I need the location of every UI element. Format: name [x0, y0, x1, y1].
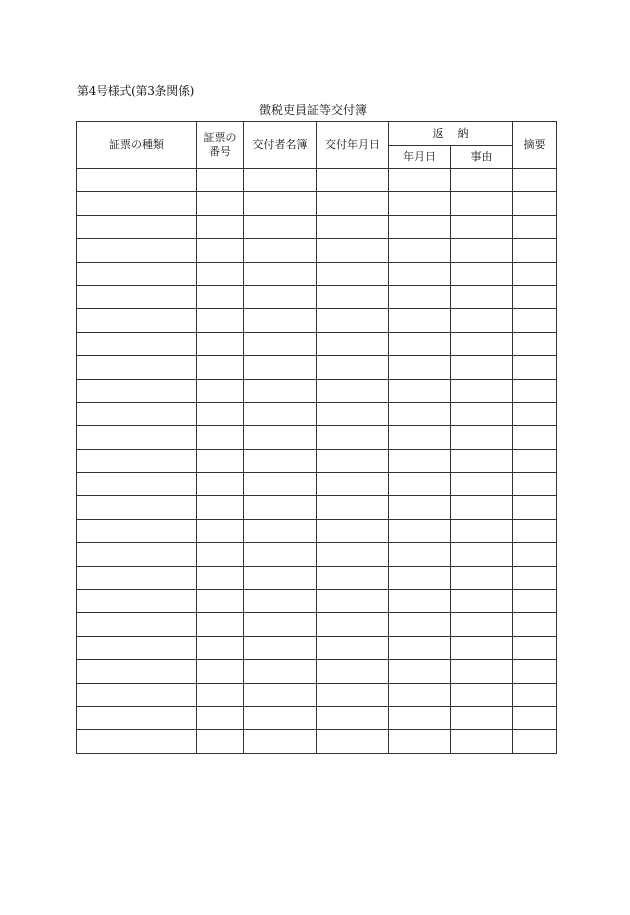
header-return-reason: 事由: [451, 146, 513, 169]
header-return-label: 返納: [432, 126, 483, 140]
cell-remarks: [513, 519, 557, 542]
cell-return-reason: [451, 262, 513, 285]
cell-recipient: [244, 660, 317, 683]
cell-remarks: [513, 543, 557, 566]
cell-return-reason: [451, 332, 513, 355]
cell-certificate-number: [197, 239, 244, 262]
cell-remarks: [513, 239, 557, 262]
table-row: [77, 356, 557, 379]
cell-certificate-type: [77, 706, 197, 729]
cell-return-reason: [451, 215, 513, 238]
cell-remarks: [513, 309, 557, 332]
cell-issue-date: [317, 309, 389, 332]
cell-certificate-number: [197, 379, 244, 402]
cell-recipient: [244, 402, 317, 425]
cell-issue-date: [317, 356, 389, 379]
cell-remarks: [513, 683, 557, 706]
cell-return-reason: [451, 426, 513, 449]
table-row: [77, 379, 557, 402]
cell-certificate-number: [197, 332, 244, 355]
cell-return-reason: [451, 660, 513, 683]
cell-remarks: [513, 706, 557, 729]
cell-certificate-number: [197, 426, 244, 449]
cell-return-date: [389, 566, 451, 589]
cell-issue-date: [317, 730, 389, 753]
cell-issue-date: [317, 215, 389, 238]
cell-recipient: [244, 309, 317, 332]
cell-return-date: [389, 192, 451, 215]
table-row: [77, 262, 557, 285]
cell-certificate-number: [197, 356, 244, 379]
cell-recipient: [244, 169, 317, 192]
issuance-ledger-table: [76, 121, 557, 754]
cell-return-reason: [451, 192, 513, 215]
cell-recipient: [244, 285, 317, 308]
cell-return-date: [389, 449, 451, 472]
cell-certificate-number: [197, 519, 244, 542]
cell-certificate-number: [197, 543, 244, 566]
cell-recipient: [244, 566, 317, 589]
cell-recipient: [244, 590, 317, 613]
cell-return-date: [389, 543, 451, 566]
cell-issue-date: [317, 613, 389, 636]
cell-issue-date: [317, 192, 389, 215]
cell-return-date: [389, 309, 451, 332]
cell-issue-date: [317, 332, 389, 355]
cell-issue-date: [317, 262, 389, 285]
table-row: [77, 309, 557, 332]
cell-return-date: [389, 262, 451, 285]
form-title: 徴税吏員証等交付簿: [258, 103, 367, 117]
table-row: [77, 215, 557, 238]
header-recipient-register: 交付者名簿: [244, 122, 317, 169]
cell-issue-date: [317, 496, 389, 519]
cell-return-date: [389, 379, 451, 402]
header-remarks: 摘要: [513, 122, 557, 169]
cell-remarks: [513, 566, 557, 589]
cell-certificate-number: [197, 402, 244, 425]
cell-certificate-number: [197, 706, 244, 729]
cell-return-reason: [451, 636, 513, 659]
cell-return-date: [389, 239, 451, 262]
cell-return-reason: [451, 613, 513, 636]
cell-return-reason: [451, 379, 513, 402]
cell-certificate-number: [197, 730, 244, 753]
cell-certificate-type: [77, 192, 197, 215]
cell-recipient: [244, 379, 317, 402]
cell-certificate-type: [77, 332, 197, 355]
cell-certificate-type: [77, 496, 197, 519]
cell-certificate-type: [77, 215, 197, 238]
cell-return-date: [389, 496, 451, 519]
table-row: [77, 683, 557, 706]
cell-recipient: [244, 473, 317, 496]
cell-issue-date: [317, 402, 389, 425]
cell-remarks: [513, 356, 557, 379]
table-row: [77, 519, 557, 542]
table-row: [77, 426, 557, 449]
cell-certificate-type: [77, 262, 197, 285]
cell-certificate-number: [197, 496, 244, 519]
cell-certificate-number: [197, 660, 244, 683]
cell-return-reason: [451, 496, 513, 519]
cell-return-reason: [451, 543, 513, 566]
cell-recipient: [244, 636, 317, 659]
table-row: [77, 706, 557, 729]
cell-recipient: [244, 356, 317, 379]
table-row: [77, 543, 557, 566]
table-row: [77, 402, 557, 425]
cell-certificate-type: [77, 636, 197, 659]
cell-return-reason: [451, 169, 513, 192]
cell-certificate-type: [77, 473, 197, 496]
cell-return-reason: [451, 473, 513, 496]
cell-return-date: [389, 215, 451, 238]
table-row: [77, 730, 557, 753]
header-return: [389, 122, 513, 146]
cell-return-date: [389, 683, 451, 706]
cell-remarks: [513, 660, 557, 683]
cell-remarks: [513, 215, 557, 238]
cell-recipient: [244, 262, 317, 285]
cell-certificate-number: [197, 285, 244, 308]
cell-certificate-number: [197, 566, 244, 589]
header-issue-date: 交付年月日: [317, 122, 389, 169]
cell-certificate-type: [77, 683, 197, 706]
table-row: [77, 590, 557, 613]
cell-return-date: [389, 426, 451, 449]
cell-remarks: [513, 426, 557, 449]
cell-remarks: [513, 169, 557, 192]
cell-return-reason: [451, 309, 513, 332]
cell-return-reason: [451, 730, 513, 753]
cell-return-date: [389, 730, 451, 753]
cell-certificate-type: [77, 285, 197, 308]
cell-return-date: [389, 706, 451, 729]
table-row: [77, 332, 557, 355]
cell-recipient: [244, 730, 317, 753]
cell-recipient: [244, 215, 317, 238]
cell-return-date: [389, 519, 451, 542]
cell-certificate-type: [77, 590, 197, 613]
cell-certificate-number: [197, 449, 244, 472]
cell-issue-date: [317, 285, 389, 308]
cell-return-date: [389, 473, 451, 496]
cell-recipient: [244, 496, 317, 519]
cell-certificate-type: [77, 426, 197, 449]
cell-remarks: [513, 192, 557, 215]
cell-recipient: [244, 426, 317, 449]
cell-certificate-type: [77, 519, 197, 542]
cell-return-reason: [451, 356, 513, 379]
cell-recipient: [244, 519, 317, 542]
cell-issue-date: [317, 169, 389, 192]
table-row: [77, 239, 557, 262]
cell-return-date: [389, 636, 451, 659]
cell-issue-date: [317, 706, 389, 729]
cell-return-reason: [451, 566, 513, 589]
cell-certificate-type: [77, 660, 197, 683]
cell-remarks: [513, 496, 557, 519]
cell-remarks: [513, 449, 557, 472]
cell-return-date: [389, 613, 451, 636]
cell-certificate-number: [197, 683, 244, 706]
table-body: [77, 169, 557, 754]
cell-issue-date: [317, 636, 389, 659]
cell-certificate-number: [197, 169, 244, 192]
cell-return-reason: [451, 285, 513, 308]
cell-certificate-number: [197, 636, 244, 659]
cell-remarks: [513, 285, 557, 308]
cell-recipient: [244, 683, 317, 706]
cell-certificate-number: [197, 192, 244, 215]
cell-return-reason: [451, 519, 513, 542]
table-row: [77, 169, 557, 192]
cell-certificate-type: [77, 730, 197, 753]
table-row: [77, 566, 557, 589]
cell-certificate-number: [197, 473, 244, 496]
table-row: [77, 496, 557, 519]
cell-remarks: [513, 613, 557, 636]
cell-return-date: [389, 285, 451, 308]
header-certificate-type: 証票の種類: [77, 122, 197, 169]
cell-return-reason: [451, 239, 513, 262]
cell-certificate-type: [77, 309, 197, 332]
cell-certificate-number: [197, 262, 244, 285]
cell-remarks: [513, 636, 557, 659]
cell-recipient: [244, 332, 317, 355]
cell-certificate-number: [197, 309, 244, 332]
cell-remarks: [513, 590, 557, 613]
cell-return-reason: [451, 683, 513, 706]
cell-certificate-type: [77, 449, 197, 472]
table-row: [77, 192, 557, 215]
cell-certificate-type: [77, 543, 197, 566]
cell-recipient: [244, 613, 317, 636]
cell-return-reason: [451, 402, 513, 425]
cell-certificate-number: [197, 613, 244, 636]
cell-issue-date: [317, 426, 389, 449]
header-return-date: 年月日: [389, 146, 451, 169]
cell-issue-date: [317, 239, 389, 262]
cell-certificate-type: [77, 402, 197, 425]
cell-issue-date: [317, 566, 389, 589]
cell-issue-date: [317, 660, 389, 683]
cell-certificate-number: [197, 215, 244, 238]
cell-return-date: [389, 402, 451, 425]
cell-remarks: [513, 730, 557, 753]
cell-certificate-type: [77, 356, 197, 379]
table-row: [77, 636, 557, 659]
cell-certificate-number: [197, 590, 244, 613]
table-row: [77, 660, 557, 683]
table-row: [77, 449, 557, 472]
cell-return-date: [389, 590, 451, 613]
cell-certificate-type: [77, 613, 197, 636]
cell-return-reason: [451, 590, 513, 613]
cell-issue-date: [317, 379, 389, 402]
cell-return-date: [389, 356, 451, 379]
cell-issue-date: [317, 683, 389, 706]
cell-remarks: [513, 332, 557, 355]
cell-issue-date: [317, 519, 389, 542]
cell-issue-date: [317, 590, 389, 613]
cell-return-reason: [451, 706, 513, 729]
cell-recipient: [244, 543, 317, 566]
cell-certificate-type: [77, 169, 197, 192]
cell-recipient: [244, 192, 317, 215]
cell-recipient: [244, 706, 317, 729]
cell-certificate-type: [77, 566, 197, 589]
cell-certificate-type: [77, 239, 197, 262]
cell-certificate-type: [77, 379, 197, 402]
cell-return-date: [389, 660, 451, 683]
table-row: [77, 285, 557, 308]
table-header: [77, 122, 557, 169]
cell-return-date: [389, 332, 451, 355]
cell-issue-date: [317, 473, 389, 496]
cell-issue-date: [317, 543, 389, 566]
cell-return-date: [389, 169, 451, 192]
form-number: 第4号様式(第3条関係): [77, 84, 195, 98]
table-row: [77, 473, 557, 496]
cell-recipient: [244, 449, 317, 472]
cell-return-reason: [451, 449, 513, 472]
cell-remarks: [513, 402, 557, 425]
header-certificate-number: 証票の番号: [197, 122, 244, 169]
cell-remarks: [513, 379, 557, 402]
cell-recipient: [244, 239, 317, 262]
cell-issue-date: [317, 449, 389, 472]
cell-remarks: [513, 262, 557, 285]
cell-remarks: [513, 473, 557, 496]
table-row: [77, 613, 557, 636]
